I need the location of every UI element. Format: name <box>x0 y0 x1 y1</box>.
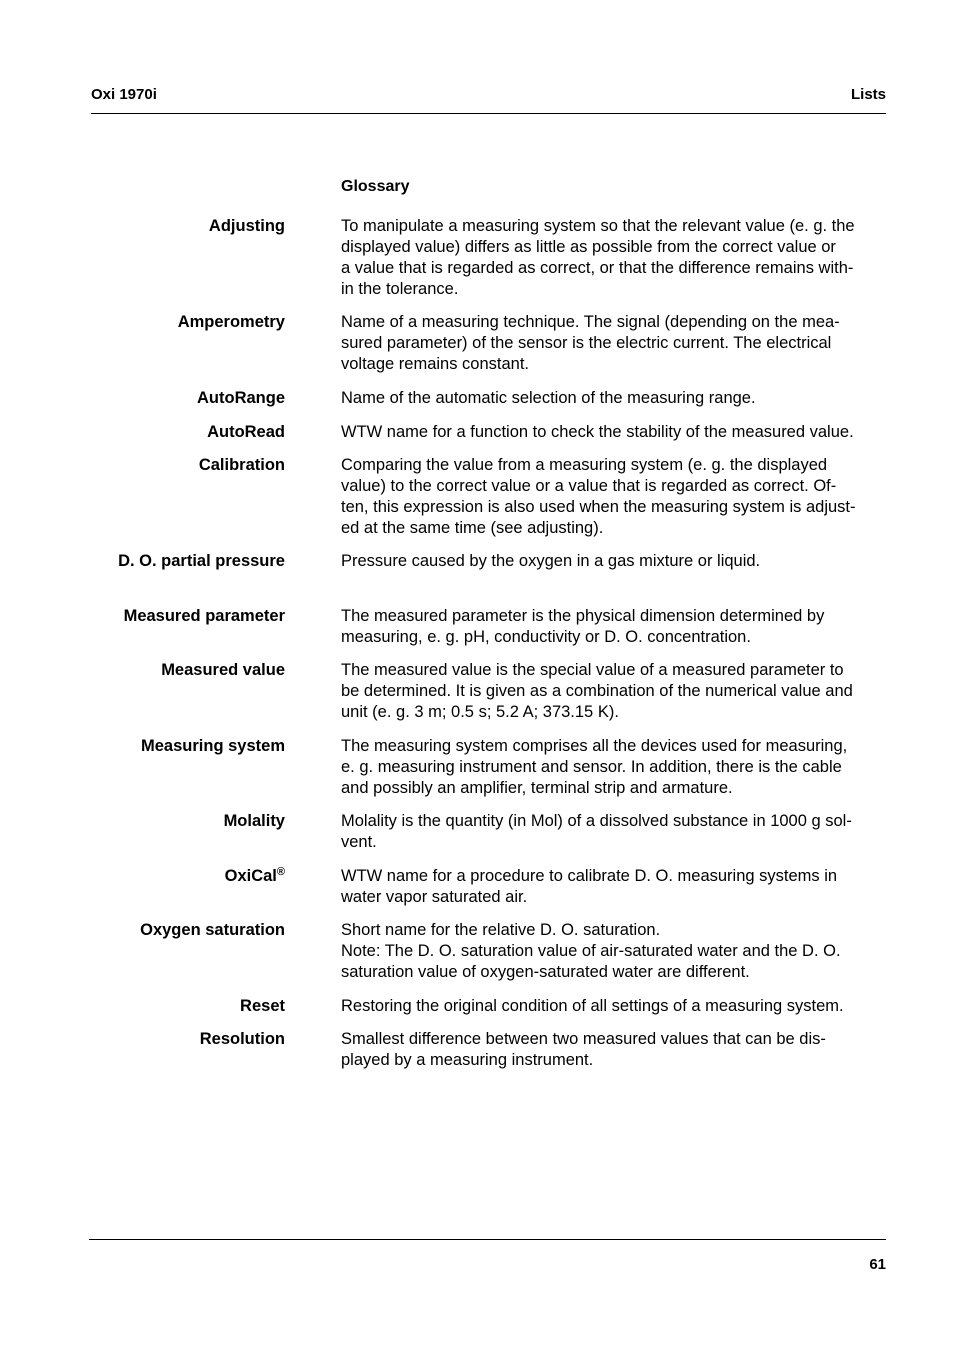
page-header <box>91 86 886 106</box>
glossary-term: Reset <box>240 997 285 1015</box>
glossary-definition: Name of a measuring technique. The signal (depending on the mea- sured parameter) of the sensor is the electric current. The electrical voltage remains constant. <box>341 313 840 373</box>
header-section-name: Lists <box>850 86 886 103</box>
glossary-definition: Restoring the original condition of all settings of a measuring system. <box>341 997 844 1015</box>
glossary-term: OxiCal <box>224 867 277 885</box>
glossary-term: AutoRead <box>207 423 285 441</box>
glossary-definition: Molality is the quantity (in Mol) of a dissolved substance in 1000 g sol- vent. <box>341 812 852 851</box>
glossary-term: Measuring system <box>141 737 285 755</box>
glossary-definition: Comparing the value from a measuring system (e. g. the displayed value) to the correct value or a value that is regarded as correct. Of- ten, this expression is also used when the measuring system is adjust- ed at the same time (see adjusting). <box>341 456 856 537</box>
glossary-term: D. O. partial pressure <box>118 552 285 570</box>
glossary-definition: To manipulate a measuring system so that the relevant value (e. g. the displayed value) differs as little as possible from the correct value or a value that is regarded as correct, or that the difference remains with- in the tolerance. <box>341 217 855 298</box>
glossary-definition: WTW name for a procedure to calibrate D. O. measuring systems in water vapor saturated air. <box>341 867 838 906</box>
registered-trademark-mark: ® <box>276 866 285 878</box>
glossary-definition: Smallest difference between two measured values that can be dis- played by a measuring instrument. <box>341 1030 826 1069</box>
glossary-definition: The measured value is the special value of a measured parameter to be determined. It is given as a combination of the numerical value and unit (e. g. 3 m; 0.5 s; 5.2 A; 373.15 K). <box>341 661 853 721</box>
glossary-term: Adjusting <box>208 217 285 235</box>
glossary-definition: The measured parameter is the physical dimension determined by measuring, e. g. pH, conductivity or D. O. concentration. <box>341 607 825 646</box>
page-number: 61 <box>869 1256 886 1273</box>
glossary-term: Molality <box>223 812 285 830</box>
glossary-term: Oxygen saturation <box>140 921 285 939</box>
glossary-definition: Pressure caused by the oxygen in a gas mixture or liquid. <box>341 552 761 570</box>
glossary-term: Measured value <box>161 661 285 679</box>
glossary-term: Measured parameter <box>123 607 285 625</box>
glossary-term: Calibration <box>198 456 285 474</box>
glossary-term: Amperometry <box>177 313 285 331</box>
footer-rule <box>89 1239 886 1240</box>
glossary-definition: WTW name for a function to check the stability of the measured value. <box>341 423 854 441</box>
header-product-name: Oxi 1970i <box>91 86 157 103</box>
glossary-definition: Short name for the relative D. O. saturation. Note: The D. O. saturation value of air-saturated water and the D. O. saturation value of oxygen-saturated water are different. <box>341 921 841 981</box>
glossary-term: AutoRange <box>197 389 285 407</box>
glossary-term-oxical <box>225 866 285 887</box>
glossary-definition: Name of the automatic selection of the measuring range. <box>341 389 756 407</box>
glossary-term: Resolution <box>199 1030 285 1048</box>
header-rule <box>91 113 886 114</box>
section-title: Glossary <box>341 178 410 195</box>
glossary-definition: The measuring system comprises all the devices used for measuring, e. g. measuring instrument and sensor. In addition, there is the cable and possibly an amplifier, terminal strip and armature. <box>341 737 848 797</box>
